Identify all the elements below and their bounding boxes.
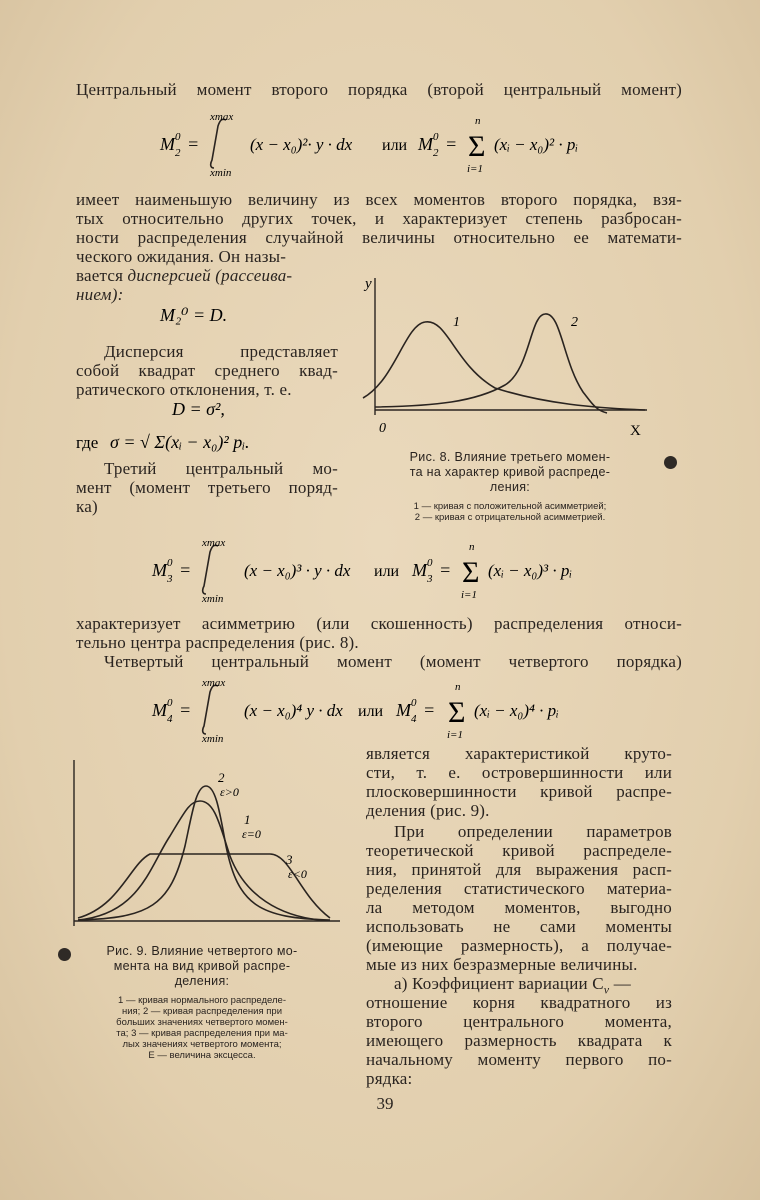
m3-or: или: [374, 563, 400, 580]
svg-text:M: M: [152, 560, 167, 580]
p1-line-1: имеет наименьшую величину из всех моментов второго порядка, взя-: [76, 190, 682, 209]
svg-text:2: 2: [175, 147, 181, 159]
fig8-label-1: 1: [453, 315, 460, 330]
m2-integrand: (x − x₀)²· y · dx: [250, 135, 353, 154]
third-line-2: мент (момент третьего поряд-: [76, 478, 338, 497]
where-word: где: [76, 433, 99, 452]
margin-hole-dot-2: [58, 948, 71, 961]
m4-lower-limit: xmin: [202, 733, 224, 745]
formula-m4: [152, 676, 602, 747]
svg-text:M: M: [418, 134, 433, 154]
coef-line-1: отношение корня квадратного из: [366, 993, 672, 1012]
fig8-caption-line-2: та на характер кривой распреде-: [409, 465, 611, 479]
fig8-caption: [375, 450, 645, 523]
svg-text:0: 0: [175, 131, 181, 143]
margin-hole-dot-1: [664, 456, 677, 469]
right-line-1: является характеристикой круто-: [366, 744, 672, 763]
fig9-label-2: 2: [218, 770, 225, 785]
fig9-item-4: та; 3 — кривая распределения при ма-: [116, 1028, 288, 1039]
intro-line: Центральный момент второго порядка (второй центральный момент): [76, 80, 682, 99]
fig8-x-label: X: [630, 423, 641, 439]
svg-text:M: M: [152, 700, 167, 720]
svg-text:3: 3: [427, 573, 433, 585]
svg-text:0: 0: [433, 131, 439, 143]
asym-line-1: характеризует асимметрию (или скошенность) распределения относи-: [76, 614, 682, 633]
fig9-caption-line-3: деления:: [174, 974, 230, 988]
m4-integrand: (x − x₀)⁴ y · dx: [244, 701, 343, 720]
formula-m3: [152, 536, 602, 607]
fig9-caption-line-2: мента на вид кривой распре-: [113, 959, 291, 973]
m3-sum-top: n: [469, 541, 475, 553]
formula-d-sigma: [172, 398, 282, 427]
svg-text:0: 0: [411, 697, 417, 709]
third-line-1: Третий центральный мо-: [104, 459, 338, 478]
svg-text:0: 0: [427, 557, 433, 569]
fig9-plot: [60, 756, 350, 936]
svg-text:0: 0: [167, 697, 173, 709]
fig8-caption-line-1: Рис. 8. Влияние третьего момен-: [409, 450, 611, 464]
fig9-label-1: 1: [244, 812, 251, 827]
fourth-intro: Четвертый центральный момент (момент четвертого порядка): [104, 652, 682, 671]
fig8-item-1: 1 — кривая с положительной асимметрией;: [413, 501, 607, 512]
sigma-def: σ = √ Σ(xᵢ − x₀)² pᵢ.: [110, 432, 250, 452]
coef-line-5: рядка:: [366, 1069, 413, 1088]
coef-line-2: второго центрального момента,: [366, 1012, 672, 1031]
fig8-plot: [355, 270, 675, 445]
params-line-5: ла методом моментов, выгодно: [366, 898, 672, 917]
figure-8: [355, 270, 675, 450]
m4-sum-bottom: i=1: [447, 729, 463, 741]
svg-text:=: =: [179, 560, 192, 580]
svg-text:=: =: [187, 134, 200, 154]
fig8-y-label: y: [365, 276, 372, 292]
svg-text:2: 2: [433, 147, 439, 159]
d-sigma-text: D = σ²,: [172, 399, 225, 419]
page-number: 39: [376, 1094, 394, 1113]
m2-upper-limit: xmax: [210, 111, 234, 123]
fig9-caption: [84, 944, 320, 1061]
right-line-2: сти, т. е. островершинности или: [366, 763, 672, 782]
params-line-4: ределения статистического материа-: [366, 879, 672, 898]
formula-m2-eq-d: [160, 304, 280, 333]
svg-text:=: =: [179, 700, 192, 720]
svg-text:M: M: [396, 700, 411, 720]
m2-or: или: [382, 137, 408, 154]
fig8-caption-items: [375, 501, 645, 523]
svg-text:0: 0: [167, 557, 173, 569]
coef-line-4: начальному моменту первого по-: [366, 1050, 672, 1069]
svg-text:=: =: [445, 134, 458, 154]
svg-text:M: M: [160, 134, 175, 154]
fig9-caption-items: [84, 995, 320, 1061]
right-line-4: деления (рис. 9).: [366, 801, 490, 820]
fig9-item-1: 1 — кривая нормального распределе-: [118, 995, 286, 1006]
fig9-item-2: ния; 2 — кривая распределения при: [121, 1006, 283, 1017]
disp-line-3: ратического отклонения, т. е.: [76, 380, 292, 399]
formula-m4-svg: [152, 676, 602, 745]
fig8-curve-1: [363, 322, 645, 410]
m2-sum-top: n: [475, 115, 481, 127]
m2-lower-limit: xmin: [210, 167, 232, 179]
svg-text:M: M: [412, 560, 427, 580]
fig9-caption-line-1: Рис. 9. Влияние четвертого мо-: [106, 944, 298, 958]
svg-text:=: =: [423, 700, 436, 720]
params-line-8: мые из них безразмерные величины.: [366, 955, 638, 974]
svg-text:4: 4: [167, 713, 173, 725]
p1-line-2: тых относительно других точек, и характеризует степень разбросан-: [76, 209, 682, 228]
m3-sum-term: (xᵢ − x₀)³ · pᵢ: [488, 561, 573, 580]
m3-lower-limit: xmin: [202, 593, 224, 605]
params-line-7: (имеющие размерность), а получае-: [366, 936, 672, 955]
svg-text:Σ: Σ: [448, 696, 466, 729]
p1-line-3: ности распределения случайной величины относительно ее математи-: [76, 228, 682, 247]
fig8-caption-line-3: ления:: [489, 480, 531, 494]
fig8-origin: 0: [379, 421, 386, 436]
figure-9: [60, 756, 350, 941]
asym-line-2: тельно центра распределения (рис. 8).: [76, 633, 359, 652]
fig8-item-2: 2 — кривая с отрицательной асимметрией.: [414, 512, 606, 523]
svg-text:3: 3: [167, 573, 173, 585]
third-line-3: ка): [76, 497, 98, 516]
m2-sum-bottom: i=1: [467, 163, 483, 175]
fig9-label-3: 3: [286, 852, 293, 867]
m4-sum-term: (xᵢ − x₀)⁴ · pᵢ: [474, 701, 559, 720]
m3-integrand: (x − x₀)³ · y · dx: [244, 561, 351, 580]
p1-line-5-a: вается: [76, 266, 128, 285]
coef-dash: —: [609, 974, 631, 993]
fig9-label-2-e: ε>0: [220, 785, 239, 799]
coef-sub: v: [603, 982, 610, 997]
m2-sum-term: (xᵢ − x₀)² · pᵢ: [494, 135, 579, 154]
svg-text:Σ: Σ: [462, 556, 480, 589]
right-line-3: плосковершинности кривой распре-: [366, 782, 672, 801]
m4-sum-top: n: [455, 681, 461, 693]
fig9-item-5: лых значениях четвертого момента;: [122, 1039, 282, 1050]
coef-line-3: имеющего размерность квадрата к: [366, 1031, 672, 1050]
formula-m3-svg: [152, 536, 602, 605]
m3-sum-bottom: i=1: [461, 589, 477, 601]
svg-text:=: =: [439, 560, 452, 580]
p1-line-4: ческого ожидания. Он назы-: [76, 247, 287, 266]
formula-m2: [160, 110, 600, 181]
disp-line-2: собой квадрат среднего квад-: [76, 361, 338, 380]
params-line-1: При определении параметров: [394, 822, 672, 841]
disp-line-1: Дисперсия представляет: [104, 342, 338, 361]
p1-line-6: нием):: [76, 285, 124, 304]
params-line-3: ния, принятой для выражения расп-: [366, 860, 672, 879]
fig9-label-3-e: ε<0: [288, 867, 307, 881]
formula-sigma: [76, 428, 336, 461]
svg-text:Σ: Σ: [468, 130, 486, 163]
svg-text:4: 4: [411, 713, 417, 725]
m3-upper-limit: xmax: [202, 537, 226, 549]
m4-or: или: [358, 703, 384, 720]
term-dispersion: дисперсией (рассеива-: [127, 266, 293, 285]
params-line-6: использовать не сами моменты: [366, 917, 672, 936]
fig9-label-1-e: ε=0: [242, 827, 261, 841]
coef-title: а) Коэффициент вариации C: [394, 974, 604, 993]
fig8-label-2: 2: [571, 315, 578, 330]
p1-line-5: [76, 266, 338, 286]
fig9-item-6: E — величина эксцесса.: [148, 1050, 256, 1061]
m4-upper-limit: xmax: [202, 677, 226, 689]
m2-eq-d-text: M₂⁰ = D.: [160, 305, 228, 325]
formula-m2-svg: [160, 110, 600, 179]
params-line-2: теоретической кривой распределе-: [366, 841, 672, 860]
fig9-item-3: больших значениях четвертого момен-: [116, 1017, 288, 1028]
